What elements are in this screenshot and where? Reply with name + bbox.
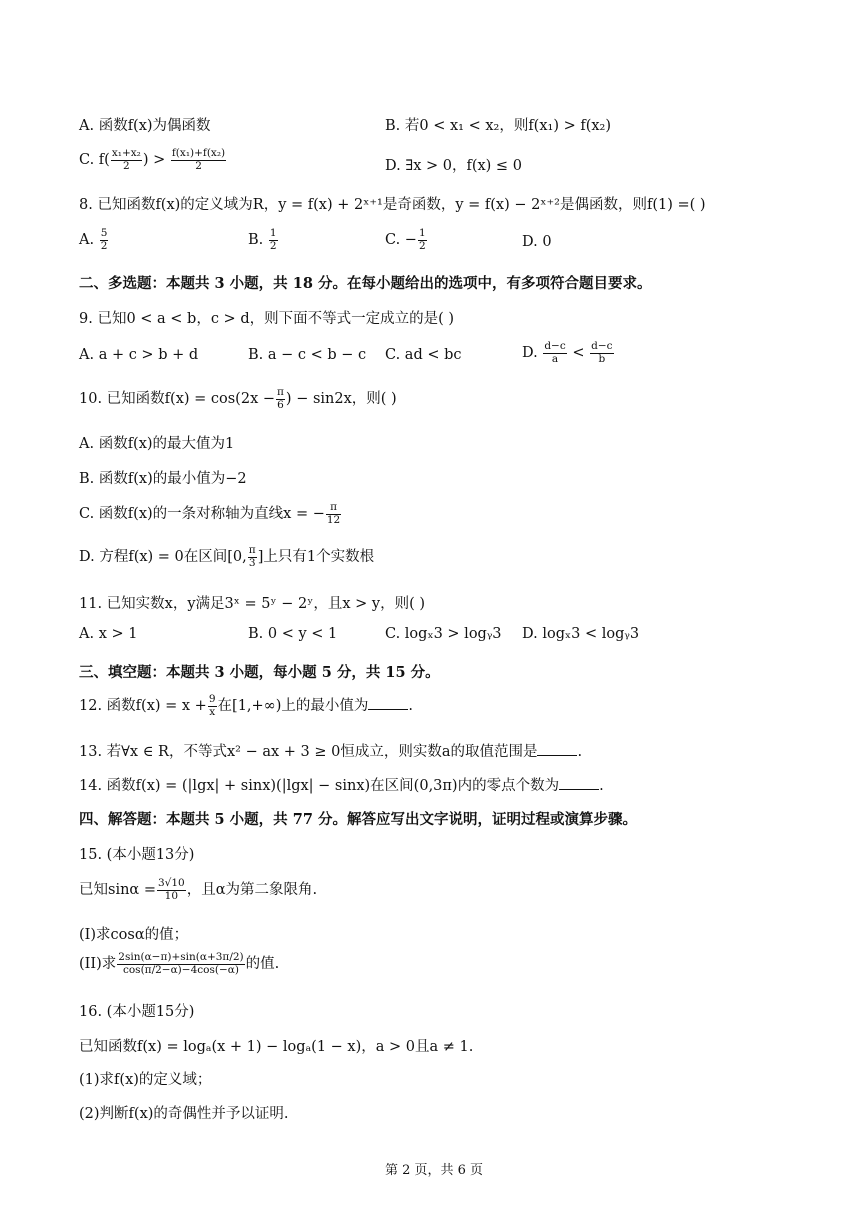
q8-option-a-fraction [100,228,109,252]
frac-denominator: 10 [164,889,179,902]
frac-denominator: b [598,352,606,365]
q8-option-d: D. 0 [522,234,552,250]
page-number-footer: 第 2 页，共 6 页 [384,1163,484,1178]
q15-part-2-fraction [117,952,244,976]
q10-stem-prefix: 10. 已知函数f(x) = cos(2x − [79,391,276,408]
q15-part-2 [79,952,808,976]
q15-given-suffix: ，且α为第二象限角. [186,882,318,899]
q7-option-d: D. ∃x > 0，f(x) ≤ 0 [385,158,522,174]
q15-given [79,878,808,902]
q14-end: . [599,778,604,794]
q10-option-c [79,502,808,526]
section-heading-solutions: 四、解答题：本题共 5 小题，共 77 分。解答应写出文字说明，证明过程或演算步骤。 [79,811,637,828]
frac-numerator: 5 [100,227,108,239]
frac-numerator: π [326,502,341,515]
q8-stem: 8. 已知函数f(x)的定义域为R，y = f(x) + 2ˣ⁺¹是奇函数，y = f(x) − 2ˣ⁺²是偶函数，则f(1) =( ) [79,197,706,213]
q8-option-b [248,228,279,252]
frac-numerator: 1 [269,227,277,239]
q7-option-c-mid: ) > [142,152,166,169]
q12-end: . [408,698,414,715]
frac-denominator: 2 [269,239,277,252]
q7-option-c-fraction [111,148,142,172]
section-heading-multiple-choice: 二、多选题：本题共 3 小题，共 18 分。在每小题给出的选项中，有多项符合题目要求。 [79,275,652,292]
q14-prefix: 14. 函数f(x) = (|lgx| + sinx)(|lgx| − sinx)在区间(0,3π)内的零点个数为 [79,778,560,794]
frac-numerator: d−c [591,340,613,352]
option-label: B. [248,232,264,249]
frac-numerator: π [248,544,256,556]
option-label: C. − [385,232,417,249]
frac-denominator: x [209,705,216,718]
answer-blank[interactable] [537,743,577,756]
frac-denominator: 2 [100,239,108,252]
frac-numerator: 1 [418,227,426,239]
frac-denominator: 12 [326,513,341,526]
answer-blank[interactable] [559,777,599,790]
frac-numerator: x₁+x₂ [111,147,141,159]
q15-given-fraction [157,878,186,902]
frac-numerator: π [277,386,284,398]
q16-part-2: (2)判断f(x)的奇偶性并予以证明. [79,1106,289,1122]
q15-part-2-prefix: (II)求 [79,956,117,973]
q9-option-c: C. ad < bc [385,347,462,363]
q10-stem [79,387,808,411]
section-heading-fill-in: 三、填空题：本题共 3 小题，每小题 5 分，共 15 分。 [79,664,440,681]
q10-stem-suffix: ) − sin2x，则( ) [285,391,397,408]
frac-denominator: 3 [248,556,256,569]
q14-stem [79,774,808,795]
frac-denominator: 6 [277,398,284,411]
frac-numerator: d−c [544,340,566,352]
q9-option-d-fraction1 [543,341,566,365]
q7-option-a: A. 函数f(x)为偶函数 [79,118,211,134]
frac-denominator: cos(π/2−α)−4cos(−α) [122,963,239,976]
q11-option-d: D. logₓ3 < logᵧ3 [522,626,640,642]
frac-denominator: 2 [123,159,130,172]
q11-option-b: B. 0 < y < 1 [248,626,338,642]
q7-option-c [79,148,227,172]
q12-prefix: 12. 函数f(x) = x + [79,698,207,715]
frac-numerator: 9 [208,693,216,705]
q15-given-prefix: 已知sinα = [79,882,156,899]
q11-option-a: A. x > 1 [79,626,138,642]
q10-option-d [79,545,808,569]
q8-option-b-fraction [269,228,278,252]
q7-option-c-fraction2 [171,148,226,172]
q10-option-d-suffix: ]上只有1个实数根 [257,549,375,566]
q13-end: . [577,744,583,760]
q7-option-c-prefix: C. f( [79,152,110,169]
q12-stem [79,694,808,718]
q12-fraction [208,694,217,718]
q10-option-d-fraction [248,545,257,569]
option-label: A. [79,232,95,249]
q12-suffix: 在[1,+∞)上的最小值为 [217,698,369,715]
frac-denominator: a [551,352,559,365]
q10-option-d-prefix: D. 方程f(x) = 0在区间[0, [79,549,247,566]
q11-stem: 11. 已知实数x，y满足3ˣ = 5ʸ − 2ʸ，且x > y，则( ) [79,596,426,612]
frac-denominator: 2 [418,239,426,252]
q9-stem: 9. 已知0 < a < b，c > d，则下面不等式一定成立的是( ) [79,311,455,327]
q16-part-1: (1)求f(x)的定义域； [79,1072,212,1088]
frac-numerator: 2sin(α−π)+sin(α+3π/2) [118,951,244,963]
q9-option-a: A. a + c > b + d [79,347,199,363]
q10-option-c-prefix: C. 函数f(x)的一条对称轴为直线x = − [79,506,325,523]
q7-option-b: B. 若0 < x₁ < x₂，则f(x₁) > f(x₂) [385,118,612,134]
q10-option-c-fraction [326,502,341,526]
less-than-sign: < [572,345,585,362]
q15-heading: 15. (本小题13分) [79,847,195,863]
q10-option-a: A. 函数f(x)的最大值为1 [79,436,235,452]
q16-given: 已知函数f(x) = logₐ(x + 1) − logₐ(1 − x)，a > 0且a ≠ 1. [79,1039,474,1055]
frac-denominator: 2 [195,159,202,172]
q16-heading: 16. (本小题15分) [79,1004,195,1020]
q15-part-1: (I)求cosα的值； [79,927,189,943]
frac-numerator: f(x₁)+f(x₂) [171,147,226,159]
q8-option-c-fraction [418,228,427,252]
q9-option-d [522,341,615,365]
q15-part-2-suffix: 的值. [245,956,280,973]
q8-option-c [385,228,428,252]
frac-numerator: 3√10 [157,877,185,889]
option-label: D. [522,345,538,362]
q13-prefix: 13. 若∀x ∈ R，不等式x² − ax + 3 ≥ 0恒成立，则实数a的取值范围是 [79,744,538,760]
q10-stem-fraction [276,387,285,411]
answer-blank[interactable] [368,697,408,710]
q8-option-a [79,228,109,252]
q13-stem [79,740,808,761]
q10-option-b: B. 函数f(x)的最小值为−2 [79,471,247,487]
q9-option-d-fraction2 [590,341,613,365]
q9-option-b: B. a − c < b − c [248,347,367,363]
q11-option-c: C. logₓ3 > logᵧ3 [385,626,502,642]
